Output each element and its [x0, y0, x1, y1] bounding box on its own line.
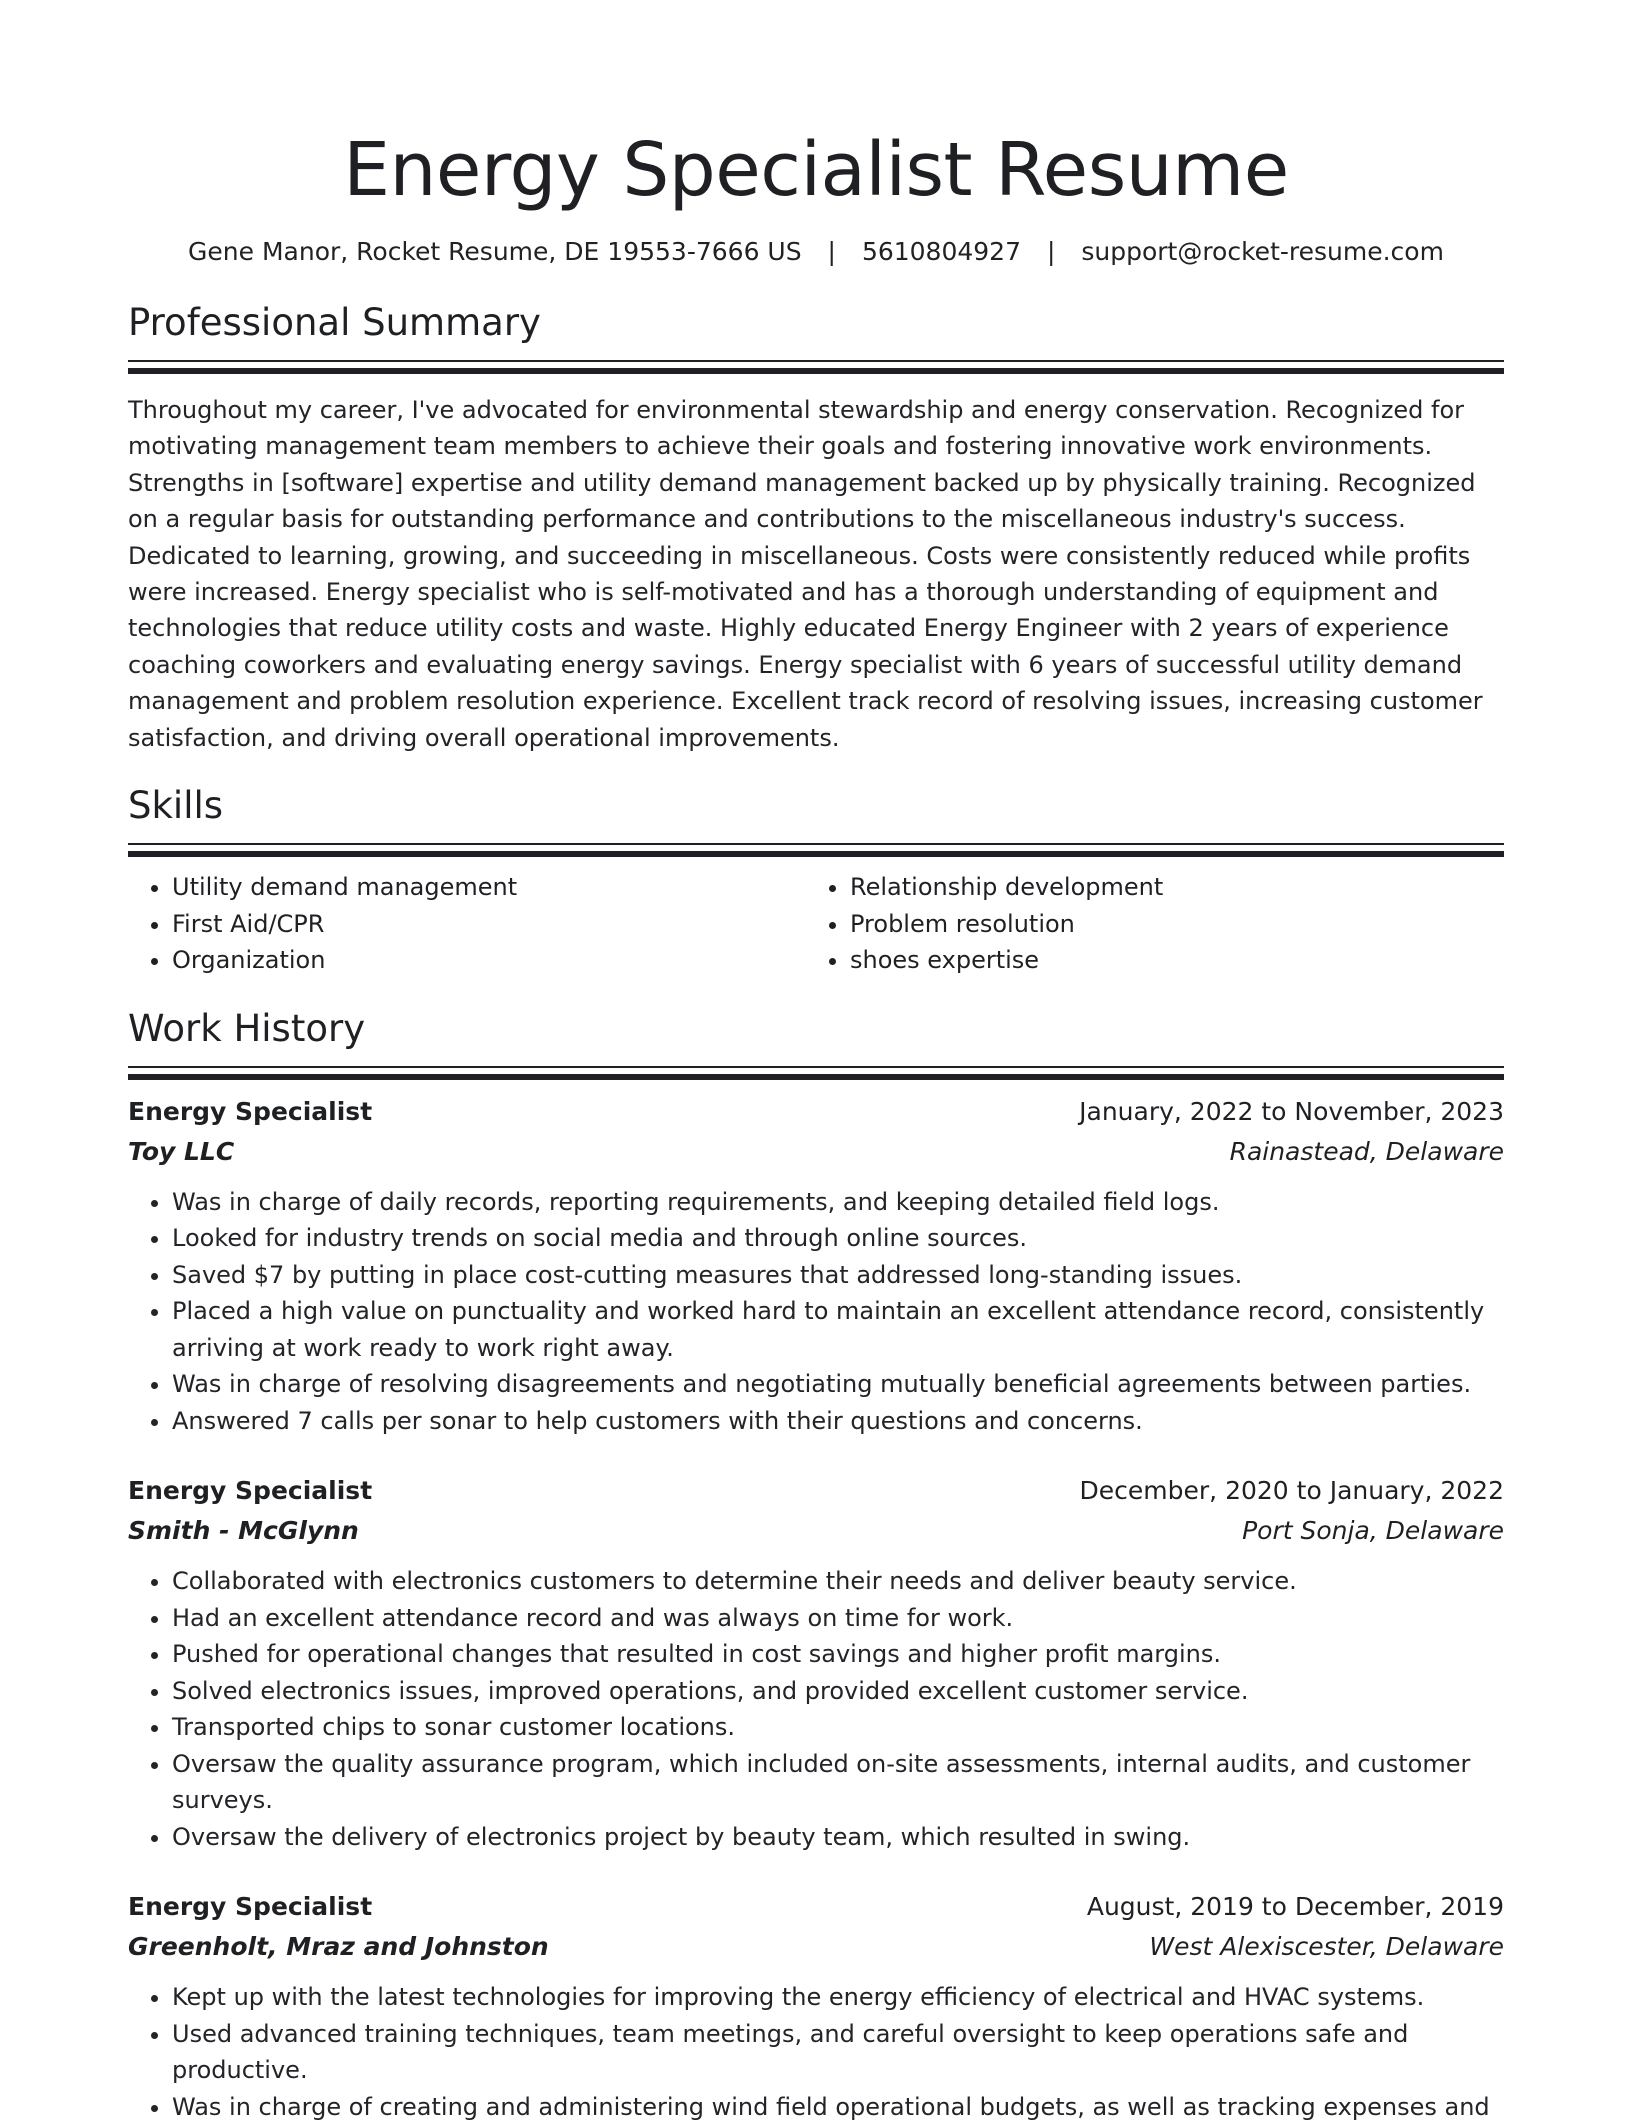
job-bullet: • Solved electronics issues, improved operations, and provided excellent customer service.: [172, 1673, 1504, 1710]
job-bullet: • Was in charge of resolving disagreements and negotiating mutually beneficial agreements between parties.: [172, 1366, 1504, 1403]
job-bullet: • Collaborated with electronics customers to determine their needs and deliver beauty service.: [172, 1563, 1504, 1600]
skills-column-right: [806, 869, 1484, 979]
job-location: Port Sonja, Delaware: [1242, 1516, 1504, 1546]
job-bullet: • Placed a high value on punctuality and worked hard to maintain an excellent attendance record, consistently arriving at work ready to work right away.: [172, 1293, 1504, 1366]
job-dates: August, 2019 to December, 2019: [1086, 1892, 1504, 1922]
section-rule-thick: [128, 1074, 1504, 1080]
job-company: Toy LLC: [128, 1136, 235, 1166]
skills-grid: [128, 869, 1504, 979]
resume-title: Energy Specialist Resume: [343, 127, 1289, 213]
job-subheader-row: [128, 1511, 1504, 1551]
job-bullet: • Oversaw the quality assurance program, which included on-site assessments, internal audits, and customer surveys.: [172, 1746, 1504, 1819]
job-bullet: • Transported chips to sonar customer locations.: [172, 1709, 1504, 1746]
job-bullet: • Pushed for operational changes that resulted in cost savings and higher profit margins.: [172, 1636, 1504, 1673]
skills-column-left: [128, 869, 806, 979]
job-bullet: • Saved $7 by putting in place cost-cutting measures that addressed long-standing issues.: [172, 1257, 1504, 1294]
skill-item: • Organization: [172, 942, 806, 979]
resume-content: [128, 0, 1504, 2125]
job-company: Smith - McGlynn: [128, 1516, 359, 1546]
contact-separator: |: [827, 237, 836, 266]
section-rule-thick: [128, 368, 1504, 374]
section-rule-thin: [128, 1066, 1504, 1068]
section-heading: Work History: [128, 1006, 366, 1050]
section-rule-thin: [128, 843, 1504, 845]
job-bullets: [128, 1184, 1504, 1440]
skill-item: • shoes expertise: [850, 942, 1484, 979]
job-bullets: [128, 1563, 1504, 1855]
section-rule-thick: [128, 851, 1504, 857]
job-header-row: [128, 1887, 1504, 1927]
job-bullet: • Was in charge of daily records, reporting requirements, and keeping detailed field logs.: [172, 1184, 1504, 1221]
job-company: Greenholt, Mraz and Johnston: [128, 1932, 549, 1962]
contact-separator: |: [1046, 237, 1056, 266]
skill-item: • Problem resolution: [850, 906, 1484, 943]
skills-section: [128, 781, 1504, 979]
contact-email: support@rocket-resume.com: [1081, 237, 1444, 266]
section-rule-thin: [128, 360, 1504, 362]
job-location: West Alexiscester, Delaware: [1149, 1932, 1504, 1962]
job-bullet: • Had an excellent attendance record and was always on time for work.: [172, 1600, 1504, 1637]
contact-phone: 5610804927: [861, 237, 1021, 266]
job-bullet: • Oversaw the delivery of electronics project by beauty team, which resulted in swing.: [172, 1819, 1504, 1856]
job-title: Energy Specialist: [128, 1476, 373, 1506]
section-heading: Professional Summary: [128, 301, 541, 344]
job-title: Energy Specialist: [128, 1892, 373, 1922]
job-bullet: • Looked for industry trends on social media and through online sources.: [172, 1220, 1504, 1257]
job-header-row: [128, 1471, 1504, 1511]
job-location: Rainastead, Delaware: [1229, 1136, 1504, 1166]
job-bullets: [128, 1979, 1504, 2125]
job-dates: December, 2020 to January, 2022: [1079, 1476, 1504, 1506]
job-subheader-row: [128, 1132, 1504, 1172]
job-subheader-row: [128, 1927, 1504, 1967]
contact-line: [128, 232, 1504, 272]
job-bullet: • Kept up with the latest technologies for improving the energy efficiency of electrical and HVAC systems.: [172, 1979, 1504, 2016]
skill-item: • First Aid/CPR: [172, 906, 806, 943]
job-dates: January, 2022 to November, 2023: [1079, 1096, 1504, 1126]
job-bullet: • Answered 7 calls per sonar to help customers with their questions and concerns.: [172, 1403, 1504, 1440]
job-entry: [128, 1092, 1504, 1440]
summary-text: Throughout my career, I've advocated for environmental stewardship and energy conservation. Recognized for motivating management team members to achieve their goals and fostering innovative work environments. Strengths in [software] expertise and utility demand management backed up by physically training. Recognized on a regular basis for outstanding performance and contributions to the miscellaneous industry's success. Dedicated to learning, growing, and succeeding in miscellaneous. Costs were consistently reduced while profits were increased. Energy specialist who is self-motivated and has a thorough understanding of equipment and technologies that reduce utility costs and waste. Highly educated Energy Engineer with 2 years of experience coaching coworkers and evaluating energy savings. Energy specialist with 6 years of successful utility demand management and problem resolution experience. Excellent track record of resolving issues, increasing customer satisfaction, and driving overall operational improvements.: [128, 396, 1483, 752]
contact-address: Gene Manor, Rocket Resume, DE 19553-7666 US: [188, 237, 802, 266]
skill-item: • Relationship development: [850, 869, 1484, 906]
work-history-section: [128, 1004, 1504, 2125]
job-header-row: [128, 1092, 1504, 1132]
skill-item: • Utility demand management: [172, 869, 806, 906]
job-entry: [128, 1887, 1504, 2125]
section-heading: Skills: [128, 784, 224, 828]
professional-summary-section: [128, 298, 1504, 756]
job-bullet: • Used advanced training techniques, team meetings, and careful oversight to keep operations safe and productive.: [172, 2016, 1504, 2089]
job-entry: [128, 1471, 1504, 1855]
job-title: Energy Specialist: [128, 1096, 373, 1126]
job-bullet: • Was in charge of creating and administering wind field operational budgets, as well as tracking expenses and: [172, 2089, 1504, 2125]
